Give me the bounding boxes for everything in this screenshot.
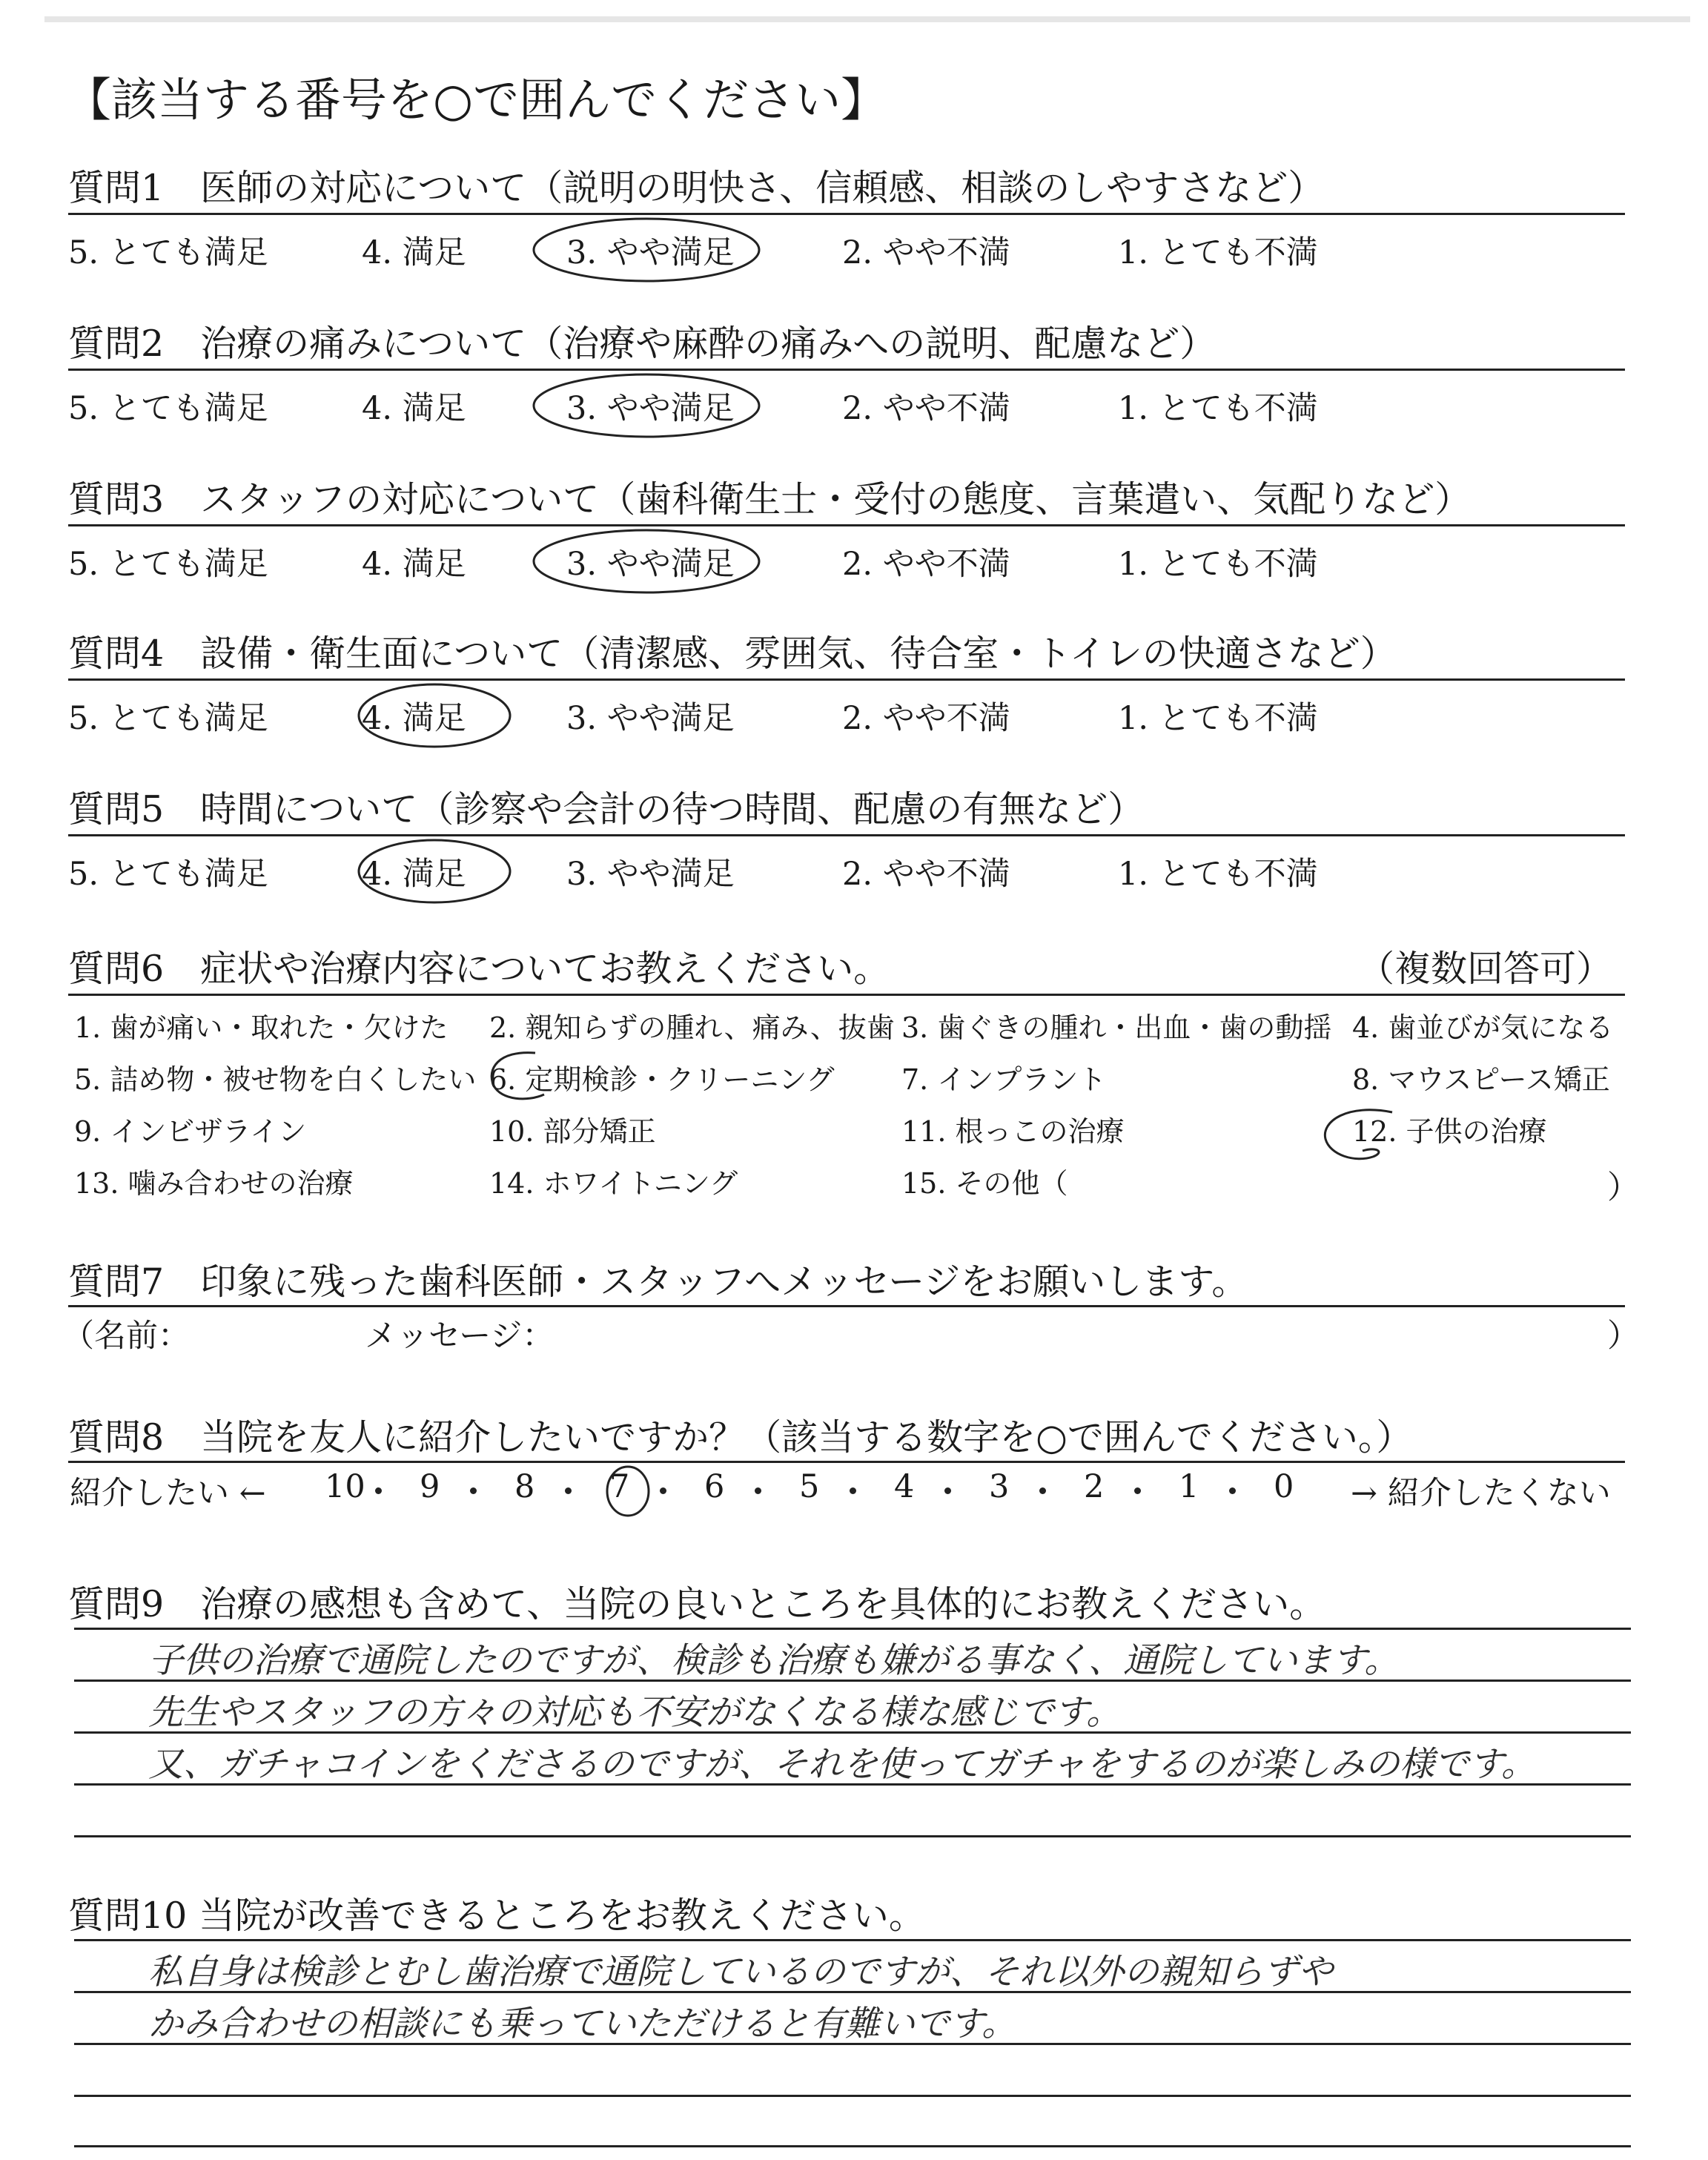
q7-title: 質問7 印象に残った歯科医師・スタッフへメッセージをお願いします。 xyxy=(68,1261,1248,1303)
q5-option-5[interactable]: 5. とても満足 xyxy=(68,856,268,893)
q9-line-1 xyxy=(74,1628,1631,1630)
q6-selection-circle-6 xyxy=(483,1047,572,1105)
q6-option-1[interactable]: 1. 歯が痛い・取れた・欠けた xyxy=(74,1011,448,1044)
q9-title: 質問9 治療の感想も含めて、当院の良いところを具体的にお教えください。 xyxy=(68,1583,1326,1625)
q2-option-2[interactable]: 2. やや不満 xyxy=(842,390,1010,427)
q8-scale-7[interactable]: 7 xyxy=(609,1468,630,1505)
q6-option-11[interactable]: 11. 根っこの治療 xyxy=(901,1115,1125,1148)
q4-selection-circle xyxy=(353,677,516,759)
q8-scale-separator xyxy=(850,1487,856,1494)
q10-answer-line-2: かみ合わせの相談にも乗っていただけると有難いです。 xyxy=(148,2004,1017,2044)
q1-option-2[interactable]: 2. やや不満 xyxy=(842,234,1010,271)
q2-option-4[interactable]: 4. 満足 xyxy=(362,390,466,427)
q10-answer-line-1: 私自身は検診とむし歯治療で通院しているのですが、それ以外の親知らずや xyxy=(148,1952,1333,1992)
q3-option-4[interactable]: 4. 満足 xyxy=(362,546,466,583)
q3-option-2[interactable]: 2. やや不満 xyxy=(842,546,1010,583)
q1-option-1[interactable]: 1. とても不満 xyxy=(1118,234,1318,271)
q10-line-1 xyxy=(74,1939,1631,1941)
q6-option-12[interactable]: 12. 子供の治療 xyxy=(1352,1115,1547,1148)
q3-option-5[interactable]: 5. とても満足 xyxy=(68,546,268,583)
q6-rule xyxy=(68,994,1625,996)
q5-option-1[interactable]: 1. とても不満 xyxy=(1118,856,1318,893)
q3-title: 質問3 スタッフの対応について（歯科衛生士・受付の態度、言葉遣い、気配りなど） xyxy=(68,478,1472,521)
q8-scale-3[interactable]: 3 xyxy=(989,1468,1010,1505)
q4-rule xyxy=(68,678,1625,681)
q1-option-4[interactable]: 4. 満足 xyxy=(362,234,466,271)
q6-option-8[interactable]: 8. マウスピース矯正 xyxy=(1352,1063,1610,1096)
q4-option-5[interactable]: 5. とても満足 xyxy=(68,700,268,737)
top-edge-line xyxy=(44,16,1690,22)
q8-scale-separator xyxy=(755,1487,761,1494)
q9-answer-line-3: 又、ガチャコインをくださるのですが、それを使ってガチャをするのが楽しみの様です。 xyxy=(148,1744,1537,1785)
q7-message-label: メッセージ： xyxy=(365,1318,555,1355)
q8-scale-8[interactable]: 8 xyxy=(514,1468,535,1505)
q1-selection-circle xyxy=(528,211,765,293)
q3-option-1[interactable]: 1. とても不満 xyxy=(1118,546,1318,583)
q5-option-3[interactable]: 3. やや満足 xyxy=(566,856,735,893)
q7-close: ） xyxy=(1607,1318,1639,1355)
q5-rule xyxy=(68,834,1625,836)
q1-option-5[interactable]: 5. とても満足 xyxy=(68,234,268,271)
q5-selection-circle xyxy=(353,833,516,914)
q1-rule xyxy=(68,213,1625,215)
q1-option-3[interactable]: 3. やや満足 xyxy=(566,234,735,271)
q8-scale-separator xyxy=(660,1487,666,1494)
q3-option-3[interactable]: 3. やや満足 xyxy=(566,546,735,583)
q8-scale-separator xyxy=(1134,1487,1141,1494)
q8-selection-circle xyxy=(602,1462,654,1520)
q8-scale-1[interactable]: 1 xyxy=(1179,1468,1199,1505)
q2-option-1[interactable]: 1. とても不満 xyxy=(1118,390,1318,427)
q6-option-10[interactable]: 10. 部分矯正 xyxy=(489,1115,656,1148)
q8-scale-separator xyxy=(565,1487,572,1494)
q6-title: 質問6 症状や治療内容についてお教えください。 xyxy=(68,948,890,990)
q5-title: 質問5 時間について（診察や会計の待つ時間、配慮の有無など） xyxy=(68,788,1145,830)
q4-option-3[interactable]: 3. やや満足 xyxy=(566,700,735,737)
q8-scale-2[interactable]: 2 xyxy=(1084,1468,1105,1505)
q8-scale-4[interactable]: 4 xyxy=(894,1468,915,1505)
q6-option-6[interactable]: 6. 定期検診・クリーニング xyxy=(489,1063,835,1096)
q9-answer-line-2: 先生やスタッフの方々の対応も不安がなくなる様な感じです。 xyxy=(148,1692,1122,1733)
q3-rule xyxy=(68,524,1625,526)
q9-answer-line-1: 子供の治療で通院したのですが、検診も治療も嫌がる事なく、通院しています。 xyxy=(148,1640,1400,1681)
q6-option-4[interactable]: 4. 歯並びが気になる xyxy=(1352,1011,1614,1044)
q2-rule xyxy=(68,369,1625,371)
q6-note: （複数回答可） xyxy=(1358,948,1613,990)
q8-scale-5[interactable]: 5 xyxy=(799,1468,820,1505)
q8-scale-separator xyxy=(470,1487,477,1494)
q4-option-4[interactable]: 4. 満足 xyxy=(362,700,466,737)
q6-option-13[interactable]: 13. 噛み合わせの治療 xyxy=(74,1167,354,1200)
q8-title: 質問8 当院を友人に紹介したいですか？（該当する数字を○で囲んでください。） xyxy=(68,1416,1413,1459)
q6-option-2[interactable]: 2. 親知らずの腫れ、痛み、抜歯 xyxy=(489,1011,895,1044)
q4-title: 質問4 設備・衛生面について（清潔感、雰囲気、待合室・トイレの快適さなど） xyxy=(68,633,1397,675)
q8-rule xyxy=(68,1461,1625,1463)
q8-left-label: 紹介したい ← xyxy=(70,1475,266,1512)
q2-option-5[interactable]: 5. とても満足 xyxy=(68,390,268,427)
q5-option-2[interactable]: 2. やや不満 xyxy=(842,856,1010,893)
q8-scale-9[interactable]: 9 xyxy=(420,1468,440,1505)
q2-selection-circle xyxy=(528,367,765,449)
q6-option-7[interactable]: 7. インプラント xyxy=(901,1063,1107,1096)
q7-rule xyxy=(68,1305,1625,1307)
q6-option-5[interactable]: 5. 詰め物・被せ物を白くしたい xyxy=(74,1063,477,1096)
q8-scale-0[interactable]: 0 xyxy=(1274,1468,1294,1505)
q8-scale-separator xyxy=(1229,1487,1236,1494)
q4-option-1[interactable]: 1. とても不満 xyxy=(1118,700,1318,737)
q2-option-3[interactable]: 3. やや満足 xyxy=(566,390,735,427)
q10-line-4 xyxy=(74,2095,1631,2097)
q9-line-5 xyxy=(74,1835,1631,1837)
q8-scale-10[interactable]: 10 xyxy=(325,1468,365,1505)
q10-title: 質問10 当院が改善できるところをお教えください。 xyxy=(68,1895,925,1937)
q1-title: 質問1 医師の対応について（説明の明快さ、信頼感、相談のしやすさなど） xyxy=(68,167,1325,209)
q6-other-close: ） xyxy=(1607,1169,1639,1206)
q6-selection-circle-12 xyxy=(1318,1103,1422,1170)
q2-title: 質問2 治療の痛みについて（治療や麻酔の痛みへの説明、配慮など） xyxy=(68,323,1217,365)
q6-option-14[interactable]: 14. ホワイトニング xyxy=(489,1167,738,1200)
q3-selection-circle xyxy=(528,523,765,604)
q10-line-5 xyxy=(74,2145,1631,2147)
q6-option-3[interactable]: 3. 歯ぐきの腫れ・出血・歯の動揺 xyxy=(901,1011,1332,1044)
page-title: 【該当する番号を○で囲んでください】 xyxy=(65,73,887,127)
q5-option-4[interactable]: 4. 満足 xyxy=(362,856,466,893)
q6-option-9[interactable]: 9. インビザライン xyxy=(74,1115,307,1148)
q6-option-15[interactable]: 15. その他（ xyxy=(901,1167,1068,1200)
q8-scale-6[interactable]: 6 xyxy=(704,1468,725,1505)
q7-name-label: （名前： xyxy=(62,1318,190,1355)
q8-scale-separator xyxy=(375,1487,382,1494)
q4-option-2[interactable]: 2. やや不満 xyxy=(842,700,1010,737)
q8-right-label: → 紹介したくない xyxy=(1351,1475,1611,1512)
q8-scale-separator xyxy=(1039,1487,1046,1494)
q8-scale-separator xyxy=(944,1487,951,1494)
